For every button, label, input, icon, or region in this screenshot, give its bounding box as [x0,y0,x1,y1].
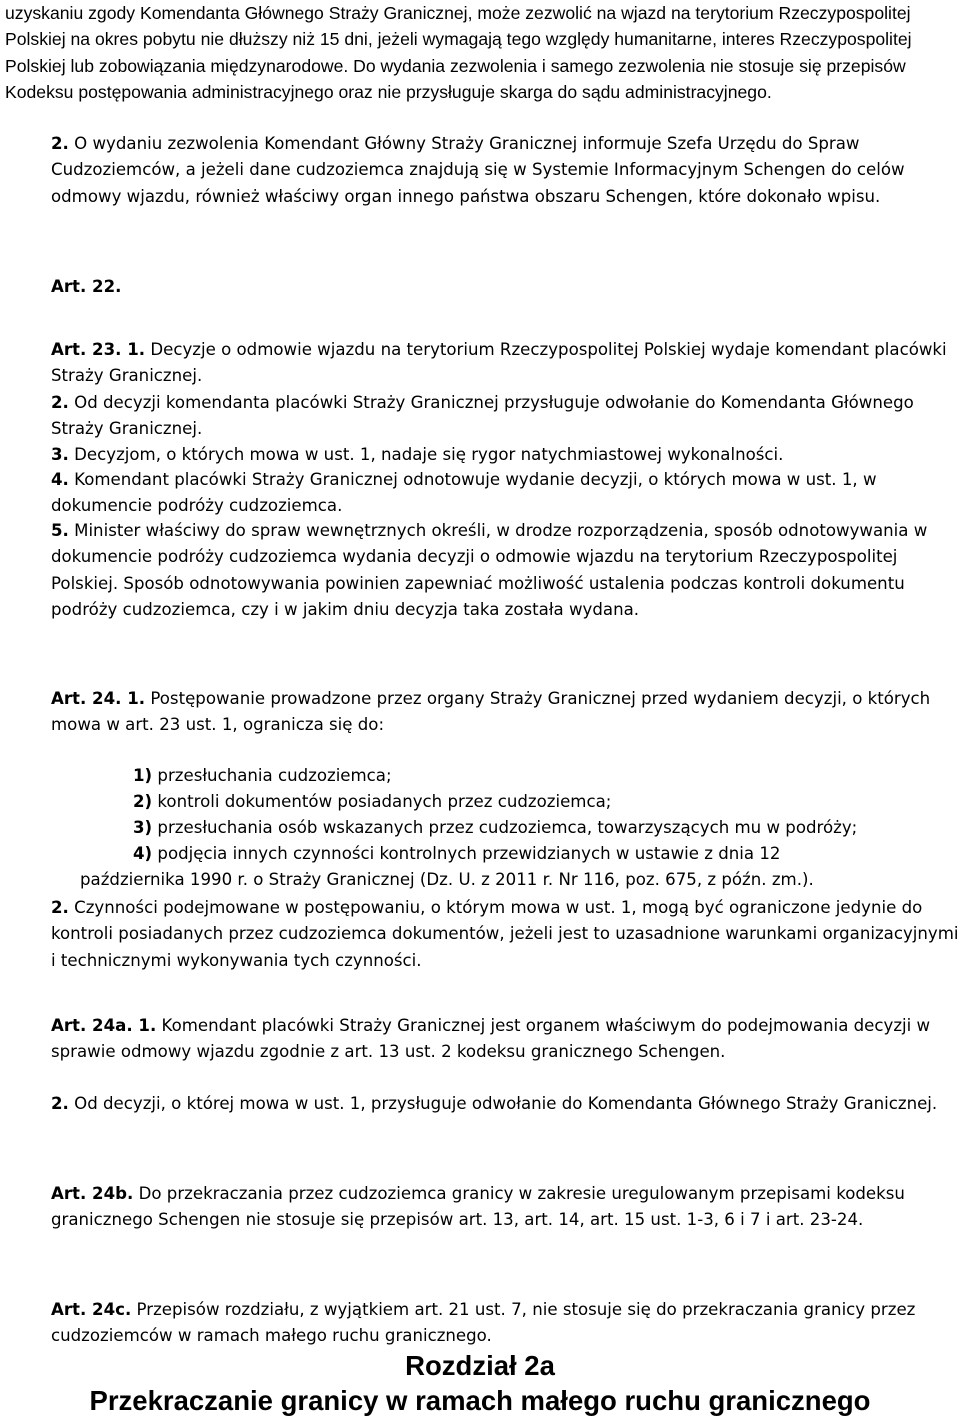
chapter-number: Rozdział 2a [405,1350,555,1381]
article-24c-paragraph: Art. 24c. Przepisów rozdziału, z wyjątkiem art. 21 ust. 7, nie stosuje się do przekraczania granicy przez cudzoziemców w ramach małego ruchu granicznego. [51,1300,916,1346]
article-24-paragraph-2: 2. Czynności podejmowane w postępowaniu, o którym mowa w ust. 1, mogą być ograniczone jedynie do kontroli posiadanych przez cudzoziemca dokumentów, jeżeli jest to uzasadnione warunkami organizacyjnymi i technicznymi wykonywania tych czynności. [51,898,959,970]
article-23-paragraph-3: 3. Decyzjom, o których mowa w ust. 1, nadaje się rygor natychmiastowej wykonalności. [51,445,784,464]
article-22-title: Art. 22. [51,277,122,296]
article-24a-paragraph-1: Art. 24a. 1. Komendant placówki Straży Granicznej jest organem właściwym do podejmowania decyzji w sprawie odmowy wjazdu zgodnie z art. 13 ust. 2 kodeksu granicznego Schengen. [51,1016,931,1062]
article-24b-paragraph: Art. 24b. Do przekraczania przez cudzoziemca granicy w zakresie uregulowanym przepisami kodeksu granicznego Schengen nie stosuje się przepisów art. 13, art. 14, art. 15 ust. 1-3, 6 i 7 i art. 23-24. [51,1184,905,1230]
list-item: 2) kontroli dokumentów posiadanych przez cudzoziemca; [133,792,612,811]
article-24c-title: Art. 24c. [51,1300,132,1319]
article-23-paragraph-5: 5. Minister właściwy do spraw wewnętrznych określi, w drodze rozporządzenia, sposób odnotowywania w dokumencie podróży cudzoziemca wydania decyzji o odmowie wjazdu na terytorium Rzeczypospolitej Polskiej. Sposób odnotowywania powinien zapewniać możliwość ustalenia podczas kontroli dokumentu podróży cudzoziemca, czy i w jakim dniu decyzja taka została wydana. [51,521,928,619]
list-item-continuation: października 1990 r. o Straży Granicznej (Dz. U. z 2011 r. Nr 116, poz. 675, z późn. zm.). [80,870,814,889]
intro-paragraph-2: 2. O wydaniu zezwolenia Komendant Główny Straży Granicznej informuje Szefa Urzędu do Spraw Cudzoziemców, a jeżeli dane cudzoziemca znajdują się w Systemie Informacyjnym Schengen do celów odmowy wjazdu, również właściwy organ innego państwa obszaru Schengen, które dokonało wpisu. [51,134,905,206]
chapter-title: Przekraczanie granicy w ramach małego ruchu granicznego [89,1385,871,1416]
article-23-paragraph-1: Art. 23. 1. Decyzje o odmowie wjazdu na terytorium Rzeczypospolitej Polskiej wydaje komendant placówki Straży Granicznej. [51,340,947,386]
article-23-title: Art. 23. [51,340,122,359]
article-24a-title: Art. 24a. [51,1016,133,1035]
intro-paragraph: uzyskaniu zgody Komendanta Głównego Straży Granicznej, może zezwolić na wjazd na terytorium Rzeczypospolitej Polskiej na okres pobytu nie dłuższy niż 15 dni, jeżeli wymagają tego względy humanitarne, interes Rzeczypospolitej Polskiej lub zobowiązania międzynarodowe. Do wydania zezwolenia i samego zezwolenia nie stosuje się przepisów Kodeksu postępowania administracyjnego oraz nie przysługuje skarga do sądu administracyjnego. [5,3,912,102]
article-24b-title: Art. 24b. [51,1184,134,1203]
list-item: 3) przesłuchania osób wskazanych przez cudzoziemca, towarzyszących mu w podróży; [133,818,858,837]
article-23-paragraph-4: 4. Komendant placówki Straży Granicznej odnotowuje wydanie decyzji, o których mowa w ust. 1, w dokumencie podróży cudzoziemca. [51,470,877,516]
article-24-paragraph-1: Art. 24. 1. Postępowanie prowadzone przez organy Straży Granicznej przed wydaniem decyzji, o których mowa w art. 23 ust. 1, ogranicza się do: [51,689,931,735]
article-24a-paragraph-2: 2. Od decyzji, o której mowa w ust. 1, przysługuje odwołanie do Komendanta Głównego Straży Granicznej. [51,1094,938,1113]
list-item: 1) przesłuchania cudzoziemca; [133,766,392,785]
article-24-title: Art. 24. [51,689,122,708]
paragraph-number: 2. [51,134,69,153]
list-item: 4) podjęcia innych czynności kontrolnych przewidzianych w ustawie z dnia 12 [133,844,781,863]
article-23-paragraph-2: 2. Od decyzji komendanta placówki Straży Granicznej przysługuje odwołanie do Komendanta Głównego Straży Granicznej. [51,393,914,439]
